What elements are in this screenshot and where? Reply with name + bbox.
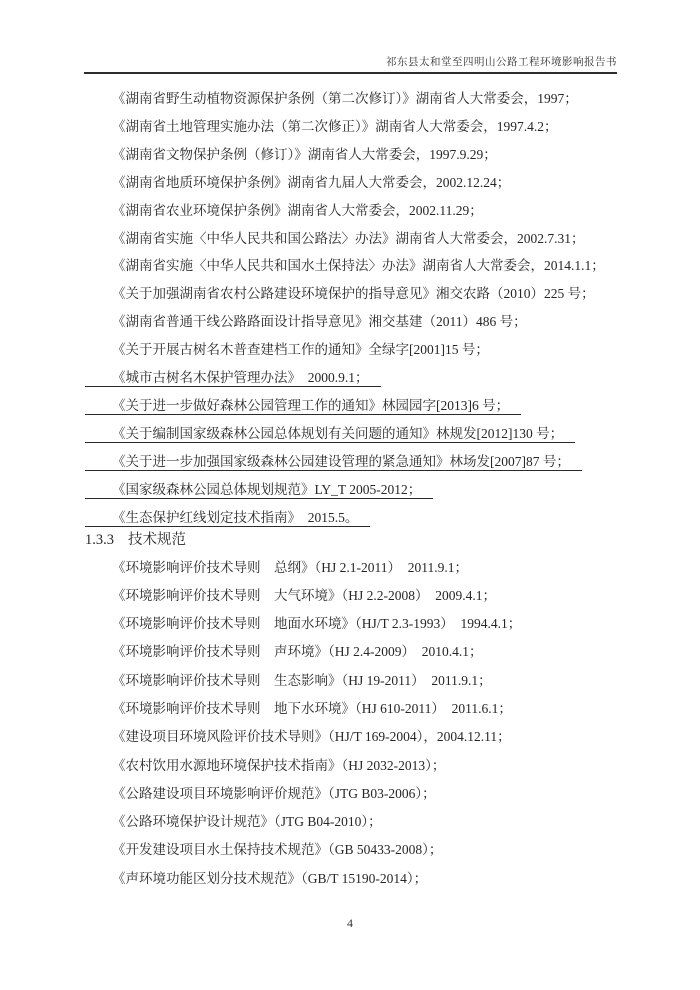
standard-item: 《农村饮用水源地环境保护技术指南》（HJ 2032-2013）；	[112, 757, 446, 773]
underlined-text: 《关于进一步加强国家级森林公园建设管理的紧急通知》林场发[2007]87 号；	[85, 454, 582, 471]
section-number: 1.3.3	[85, 531, 114, 548]
regulation-item: 《湖南省野生动植物资源保护条例（第二次修订）》湖南省人大常委会，1997；	[112, 91, 578, 106]
underlined-text: 《国家级森林公园总体规划规范》LY_T 2005-2012；	[85, 482, 433, 499]
regulations-list	[85, 85, 617, 532]
standard-item: 《公路建设项目环境影响评价规范》（JTG B03-2006）；	[112, 785, 436, 801]
standard-item: 《声环境功能区划分技术规范》（GB/T 15190-2014）；	[112, 870, 428, 886]
regulation-item-underlined	[85, 476, 617, 504]
standard-item: 《环境影响评价技术导则 声环境》（HJ 2.4-2009） 2010.4.1；	[112, 644, 483, 660]
regulation-item-underlined	[85, 392, 617, 420]
regulation-item: 《关于开展古树名木普查建档工作的通知》全绿字[2001]15 号；	[112, 342, 489, 358]
regulation-item: 《湖南省农业环境保护条例》湖南省人大常委会，2002.11.29；	[112, 202, 483, 218]
standard-item: 《公路环境保护设计规范》（JTG B04-2010）；	[112, 814, 382, 830]
page-number: 4	[347, 916, 353, 930]
standards-list	[85, 554, 617, 894]
regulation-item: 《湖南省实施〈中华人民共和国公路法〉办法》湖南省人大常委会，2002.7.31；	[112, 230, 585, 246]
regulation-item-underlined	[85, 448, 617, 476]
standard-item: 《开发建设项目水土保持技术规范》（GB 50433-2008）；	[112, 842, 443, 858]
standard-item: 《环境影响评价技术导则 地面水环境》（HJ/T 2.3-1993） 1994.4.1；	[112, 616, 522, 632]
underlined-text: 《关于进一步做好森林公园管理工作的通知》林园园字[2013]6 号；	[85, 398, 521, 415]
regulation-item: 《湖南省实施〈中华人民共和国水土保持法〉办法》湖南省人大常委会，2014.1.1；	[112, 258, 605, 274]
regulation-item: 《湖南省普通干线公路路面设计指导意见》湘交基建（2011）486 号；	[112, 314, 527, 330]
standard-item: 《环境影响评价技术导则 地下水环境》（HJ 610-2011） 2011.6.1；	[112, 700, 512, 716]
standard-item: 《环境影响评价技术导则 大气环境》（HJ 2.2-2008） 2009.4.1；	[112, 587, 496, 603]
regulation-item: 《湖南省地质环境保护条例》湖南省九届人大常委会，2002.12.24；	[112, 174, 511, 190]
page-header-title: 祁东县太和堂至四明山公路工程环境影响报告书	[386, 57, 617, 68]
underlined-text: 《城市古树名木保护管理办法》 2000.9.1；	[85, 370, 381, 387]
underlined-text: 《关于编制国家级森林公园总体规划有关问题的通知》林规发[2012]130 号；	[85, 426, 575, 443]
regulation-item: 《湖南省文物保护条例（修订）》湖南省人大常委会，1997.9.29；	[112, 146, 497, 162]
document-body	[85, 85, 617, 893]
regulation-item-underlined	[85, 364, 617, 392]
standard-item: 《环境影响评价技术导则 总纲》（HJ 2.1-2011） 2011.9.1；	[112, 559, 468, 575]
underlined-text: 《生态保护红线划定技术指南》 2015.5。	[85, 510, 370, 527]
section-title: 技术规范	[128, 531, 186, 548]
regulation-item: 《关于加强湖南省农村公路建设环境保护的指导意见》湘交农路（2010）225 号；	[112, 286, 595, 302]
regulation-item: 《湖南省土地管理实施办法（第二次修正）》湖南省人大常委会，1997.4.2；	[112, 118, 558, 134]
header-rule	[84, 72, 617, 74]
standard-item: 《环境影响评价技术导则 生态影响》（HJ 19-2011） 2011.9.1；	[112, 672, 492, 688]
standard-item: 《建设项目环境风险评价技术导则》（HJ/T 169-2004），2004.12.11；	[112, 729, 511, 745]
regulation-item-underlined	[85, 420, 617, 448]
